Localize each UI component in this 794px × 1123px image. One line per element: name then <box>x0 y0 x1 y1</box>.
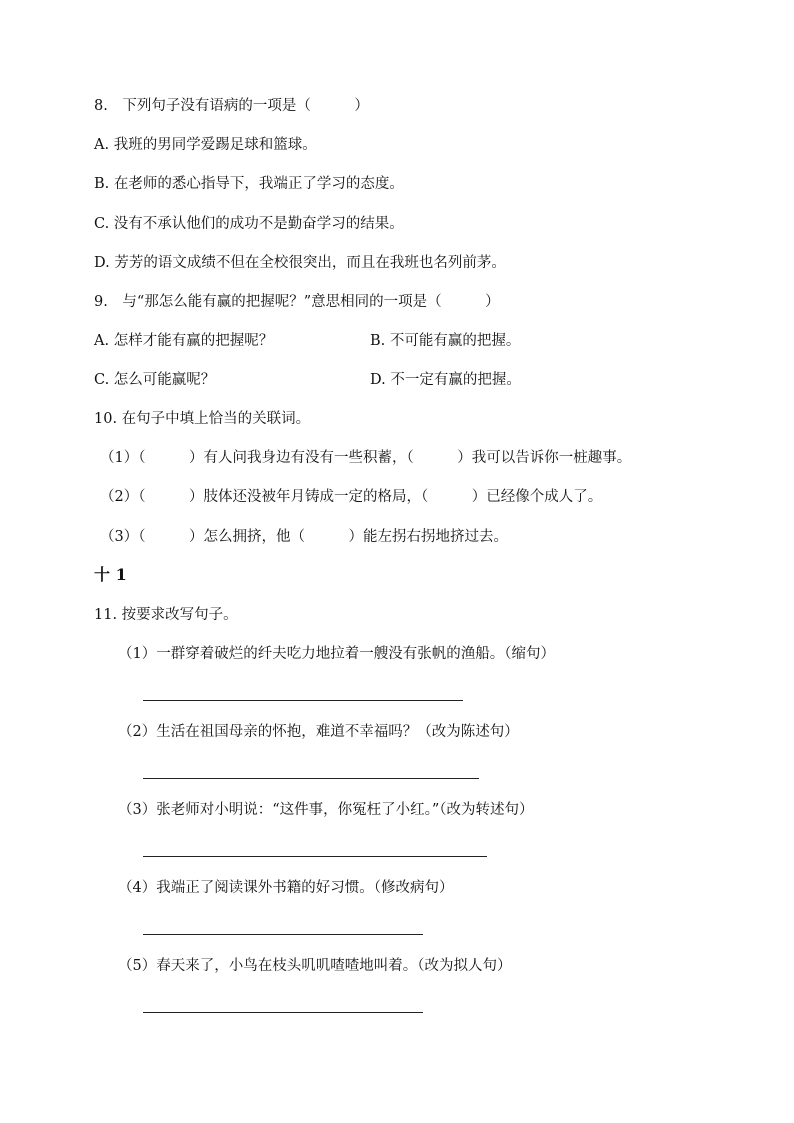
q11-answer-line-4[interactable] <box>143 934 423 935</box>
q10-item-1: （1）（ ）有人问我身边有没有一些积蓄，（ ）我可以告诉你一桩趣事。 <box>100 450 632 466</box>
q8-option-a: A. 我班的男同学爱踢足球和篮球。 <box>94 137 317 153</box>
q11-item-1: （1）一群穿着破烂的纤夫吃力地拉着一艘没有张帆的渔船。（缩句） <box>118 646 555 662</box>
q11-item-4: （4）我端正了阅读课外书籍的好习惯。（修改病句） <box>118 880 454 896</box>
section-heading: 十 1 <box>94 565 127 584</box>
q11-item-5: （5）春天来了，小鸟在枝头叽叽喳喳地叫着。（改为拟人句） <box>118 958 512 974</box>
q9-option-a: A. 怎样才能有赢的把握呢？ <box>94 333 274 349</box>
q11-answer-line-3[interactable] <box>143 856 487 857</box>
q9-stem: 9. 与“那怎么能有赢的把握呢？”意思相同的一项是（ ） <box>94 294 500 310</box>
q11-answer-line-2[interactable] <box>143 778 479 779</box>
q8-option-c: C. 没有不承认他们的成功不是勤奋学习的结果。 <box>94 216 404 232</box>
q10-item-2: （2）（ ）肢体还没被年月铸成一定的格局，（ ）已经像个成人了。 <box>100 489 603 505</box>
q10-stem: 10. 在句子中填上恰当的关联词。 <box>94 411 311 427</box>
q10-item-3: （3）（ ）怎么拥挤，他（ ）能左拐右拐地挤过去。 <box>100 529 508 545</box>
q11-answer-line-5[interactable] <box>143 1012 423 1013</box>
q9-option-c: C. 怎么可能赢呢？ <box>94 372 216 388</box>
q11-item-3: （3）张老师对小明说：“这件事，你冤枉了小红。”（改为转述句） <box>118 802 534 818</box>
q11-stem: 11. 按要求改写句子。 <box>94 607 238 623</box>
q8-stem: 8. 下列句子没有语病的一项是（ ） <box>94 98 369 114</box>
q9-option-d: D. 不一定有赢的把握。 <box>370 372 521 388</box>
q8-option-d: D. 芳芳的语文成绩不但在全校很突出，而且在我班也名列前茅。 <box>94 255 506 271</box>
q9-option-b: B. 不可能有赢的把握。 <box>370 333 521 349</box>
q11-item-2: （2）生活在祖国母亲的怀抱，难道不幸福吗？（改为陈述句） <box>118 724 519 740</box>
q8-option-b: B. 在老师的悉心指导下，我端正了学习的态度。 <box>94 176 404 192</box>
q11-answer-line-1[interactable] <box>143 700 463 701</box>
